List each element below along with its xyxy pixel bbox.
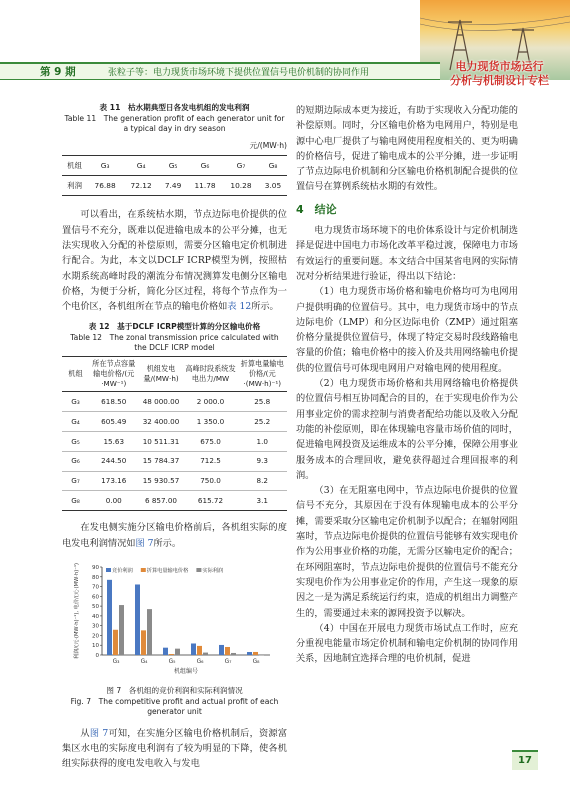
table-cell: 712.5 [184,451,238,471]
legend-label: 实际利润 [202,567,224,574]
bar-实际利润 [175,649,180,655]
table-header-cell: 机组 [62,356,89,391]
bar-竞价利润 [219,645,224,655]
table-cell: G₅ [62,431,89,451]
right-column [296,103,518,667]
bar-实际利润 [147,609,152,655]
table-cell: 25.2 [238,411,288,431]
bar-竞价利润 [135,584,140,655]
x-tick-label: G₈ [252,658,260,665]
table-row [62,176,287,196]
table-header-cell: G₄ [123,155,159,175]
table12-caption-en1: Table 12 The zonal transmission price calculated with [70,332,279,342]
page-header [0,0,570,88]
table-cell: 173.16 [89,471,139,491]
table-cell: 0.00 [89,491,139,511]
table-cell: 9.3 [238,451,288,471]
bar-实际利润 [203,652,208,654]
table-row [62,451,287,471]
table-cell: 15.63 [89,431,139,451]
left-column [62,103,287,772]
body-paragraph [62,520,287,551]
table-cell: 605.49 [89,411,139,431]
x-tick-label: G₅ [168,658,176,665]
body-paragraph: （3）在无阻塞电网中，节点边际电价提供的位置信号不充分，其原因在于没有体现输电成本的公平分摊，需要采取分区输电定价机制予以配合；在辐射网阻塞时，节点边际电价提供的位置信号能够有效实现电价作为公用事业价格的功能，无需分区输电定价的配合；在环网阻塞时，节点边际电价提供的位置信号不能充分实现电价作为公用事业定价的作用，产生这一现象的原因之一是为满足系统运行约束，造成的机组出力调整产生的，需要通过未来的源网投资予以解决。 [296,485,518,619]
x-tick-label: G₄ [140,658,148,665]
page-number: 17 [512,750,538,770]
table11-caption-cn: 表 11 枯水期典型日各发电机组的发电利润 [99,103,250,112]
y-tick-label: 70 [92,584,99,591]
table-cell: 1 350.0 [184,411,238,431]
table11-caption-en2: a typical day in dry season [123,124,226,133]
table-row [62,491,287,511]
table-row [62,431,287,451]
paragraph-text: 所示。 [153,537,182,549]
table12-body [62,391,287,510]
bar-折算电量输电价格 [197,646,202,655]
bar-实际利润 [259,655,264,656]
table-header-cell: G₅ [159,155,187,175]
table12 [62,356,287,511]
table-ref-link[interactable]: 表 12 [227,301,252,313]
paragraph-text: 所示。 [251,301,279,313]
y-tick-label: 40 [92,613,99,620]
figure7-caption-cn: 图 7 各机组的竞价利润和实际利润情况 [106,686,243,696]
table-row [62,411,287,431]
table-header-cell: G₈ [259,155,287,175]
body-paragraph [62,207,287,314]
x-tick-label: G₃ [112,658,120,665]
table-cell: 244.50 [89,451,139,471]
paragraph-text: 可以看出，在系统枯水期，节点边际电价提供的位置信号不充分，既难以促进输电成本的公平分摊，也无法实现收入分配的补偿原则，需要分区输电定价机制进行配合。为此，本文以DCLF ICRP模型为例，按照枯水期系统高峰时段的潮流分布情况测算发电侧分区输电价格，为便于分析，简化分区过程，将每个节点作为一个电价区，各机组所在节点的输电价格如 [62,209,287,313]
y-tick-label: 60 [92,594,99,601]
column-tag [437,60,562,88]
bar-实际利润 [119,605,124,655]
bar-折算电量输电价格 [225,647,230,655]
column-tag-line1: 电力现货市场运行 [455,60,544,73]
bar-折算电量输电价格 [141,630,146,655]
table-cell: 10 511.31 [139,431,184,451]
y-tick-label: 0 [95,652,99,659]
paragraph-text: 在发电侧实施分区输电价格前后，各机组实际的度电发电利润情况如 [62,522,287,549]
figure-ref-link[interactable]: 图 7 [135,537,154,549]
paragraph-text: 可知，在实施分区输电价格机制后，资源富集区水电的实际度电利润有了较为明显的下降，使各机组实际获得的度电发电收入与发电 [62,727,288,770]
table-cell: 675.0 [184,431,238,451]
table-cell: G₄ [62,411,89,431]
table-row [62,391,287,411]
table-header-cell: 高峰时段系统发电出力/MW [184,356,238,391]
table-cell: 3.1 [238,491,288,511]
legend-swatch [141,568,146,572]
table-cell: G₈ [62,491,89,511]
table-cell: 25.8 [238,391,288,411]
table11-unit: 元/(MW·h) [249,140,287,150]
table-header-cell: 机组 [62,155,87,175]
table12-caption-cn: 表 12 基于DCLF ICRP模型计算的分区输电价格 [88,322,261,332]
section-heading: 4 结论 [296,202,337,216]
body-paragraph: 电力现货市场环境下的电价体系设计与定价机制选择是促进中国电力市场化改革平稳过渡，保障电力市场有效运行的重要问题。本文结合中国某省电网的实际情况对分析结果进行验证，得出以下结论： [296,225,518,282]
table-cell: 1.0 [238,431,288,451]
legend-label: 折算电量输电价格 [146,567,189,574]
table-cell: 7.49 [159,176,187,196]
bar-竞价利润 [191,643,196,655]
legend-label: 竞价利润 [112,567,133,574]
table-cell: G₆ [62,451,89,471]
figure7-caption-en2: generator unit [147,707,202,717]
table-cell: 8.2 [238,471,288,491]
bar-竞价利润 [247,652,252,655]
table12-caption-en2: the DCLF ICRP model [134,343,215,353]
table-cell: 15 784.37 [139,451,184,471]
table-cell: 615.72 [184,491,238,511]
body-paragraph: （2）电力现货市场价格和共用网络输电价格提供的位置信号相互协同配合的目的，在于实现电价作为公用事业定价的需求控制与消费者配给功能以及收入分配功能的补偿原则，即在体现输电容量市场价值的同时，促进输电网投资及运维成本的公平分摊，保障公用事业服务成本的合理回收，避免获得超过合理回报率的利润。 [296,378,518,481]
table11-caption [62,103,287,135]
table-cell: 48 000.00 [139,391,184,411]
y-tick-label: 80 [92,574,99,581]
issue-number: 第 9 期 [40,66,76,78]
x-tick-label: G₆ [196,658,204,665]
y-tick-label: 30 [92,623,99,630]
legend-swatch [196,568,201,572]
bar-实际利润 [231,653,236,655]
table12-caption [62,322,287,354]
bar-竞价利润 [163,648,168,655]
table11 [62,155,287,197]
table-cell: 32 400.00 [139,411,184,431]
bar-折算电量输电价格 [253,652,258,655]
y-tick-label: 50 [92,604,99,611]
y-tick-label: 90 [92,564,99,571]
table-cell: 618.50 [89,391,139,411]
bar-折算电量输电价格 [113,630,118,655]
table-cell: 11.78 [187,176,223,196]
table-cell: 3.05 [259,176,287,196]
table-cell: 6 857.00 [139,491,184,511]
y-tick-label: 10 [92,643,99,650]
body-paragraph [62,726,287,772]
paragraph-text: 从 [80,727,90,739]
x-tick-label: G₇ [224,658,232,665]
table-cell: 利润 [62,176,87,196]
bar-折算电量输电价格 [169,654,174,655]
table-header-row [62,155,287,175]
table-cell: 72.12 [123,176,159,196]
table-cell: 2 000.0 [184,391,238,411]
y-axis-label: 利润/(元·(MW·h)⁻¹), 电价/(元·(MW·h)⁻¹) [74,562,80,659]
table-row [62,471,287,491]
body-paragraph: （1）电力现货市场价格和输电价格均可为电网用户提供明确的位置信号。其中，电力现货市场中的节点边际电价（LMP）和分区边际电价（ZMP）通过阻塞价格分量提供位置信号，体现了特定交易时段线路输电容量的价值；输电价格中的接入价及共用网络输电价提供的位置信号可体现电网用户对输电网的使用程度。 [296,286,518,374]
column-tag-line2: 分析与机制设计专栏 [450,74,549,87]
figure7-caption-en1: Fig. 7 The competitive profit and actual profit of each [70,696,279,706]
figure7-caption [62,686,287,718]
bar-竞价利润 [107,580,112,655]
table-header-cell: G₆ [187,155,223,175]
table-header-cell: G₃ [87,155,123,175]
figure7 [62,559,287,684]
table11-caption-en1: Table 11 The generation profit of each generator unit for [64,113,285,123]
table-cell: 76.88 [87,176,123,196]
body-paragraph: （4）中国在开展电力现货市场试点工作时，应充分重视电能量市场定价机制和输电定价机制的协同作用关系，因地制宜选择合理的电价机制，促进 [296,622,518,665]
running-title: 张粒子等：电力现货市场环境下提供位置信号电价机制的协同作用 [108,68,370,78]
table-header-cell: 机组发电量/(MW·h) [139,356,184,391]
table-header-row [62,356,287,391]
figure-ref-link[interactable]: 图 7 [89,727,109,739]
table-cell: G₃ [62,391,89,411]
x-axis-label: 机组编号 [173,667,199,675]
table-cell: 10.28 [223,176,259,196]
table-cell: G₇ [62,471,89,491]
table-header-cell: 所在节点容量输电价格/(元·MW⁻¹) [89,356,139,391]
body-paragraph: 的短期边际成本更为接近，有助于实现收入分配功能的补偿原则。同时，分区输电价格为电网用户，特别是电源中心电厂提供了与输电网使用程度相关的、更为明确的价格信号，促进了输电成本的公平分摊，进一步证明了节点边际电价机制和分区输电价格机制配合提供的位置信号在算例系统枯水期的有效性。 [296,105,518,193]
table-cell: 15 930.57 [139,471,184,491]
table-cell: 750.0 [184,471,238,491]
figure7-chart [68,559,278,679]
table-header-cell: G₇ [223,155,259,175]
y-tick-label: 20 [92,633,99,640]
table-header-cell: 折算电量输电价格/(元·(MW·h)⁻¹) [238,356,288,391]
legend-swatch [106,568,111,572]
